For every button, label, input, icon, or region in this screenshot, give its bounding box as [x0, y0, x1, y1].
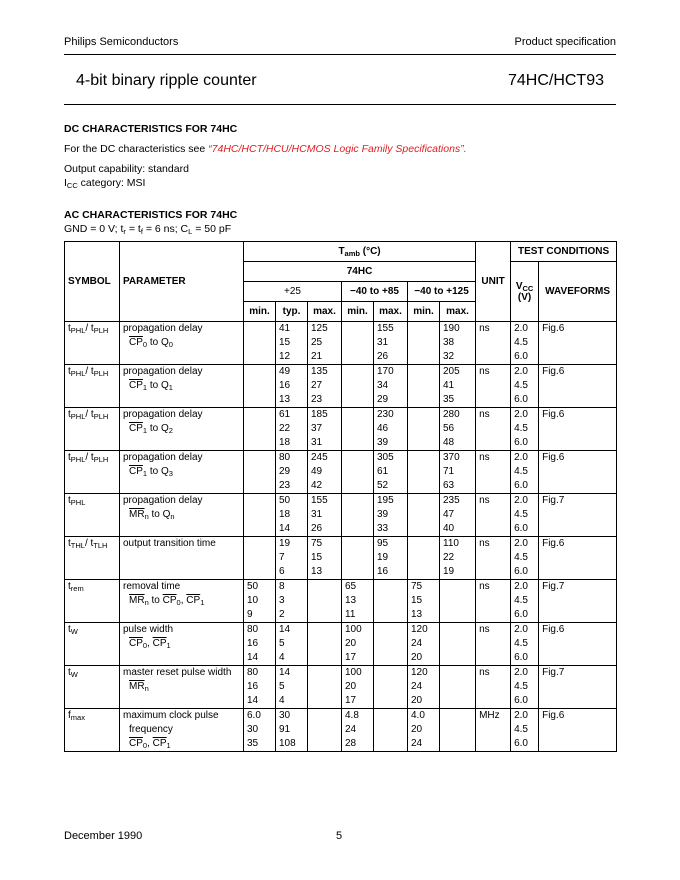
parameter-cell: master reset pulse width $\overline{MR}_n$ — [120, 666, 244, 709]
icc-sub: CC — [66, 181, 78, 190]
ac-characteristics-table — [64, 241, 617, 752]
vcc-cell: 2.0 4.5 6.0 — [511, 322, 539, 365]
unit-cell: ns — [476, 322, 511, 365]
value-cell-max25: 245 49 42 — [308, 451, 342, 494]
icc-category — [64, 177, 145, 189]
waveform-cell: Fig.6 — [539, 322, 617, 365]
min-header: min. — [408, 302, 440, 322]
vcc-sub: CC — [522, 283, 534, 293]
value-cell-min85 — [342, 365, 374, 408]
value-cell-max125 — [440, 709, 476, 752]
waveform-cell: Fig.7 — [539, 494, 617, 537]
value-cell-min85 — [342, 537, 374, 580]
page-number: 5 — [336, 830, 343, 842]
value-cell-max125 — [440, 666, 476, 709]
value-cell-min85 — [342, 322, 374, 365]
icc-suffix: category: MSI — [77, 177, 146, 189]
value-cell-min125 — [408, 494, 440, 537]
value-cell-min85: 4.8 24 28 — [342, 709, 374, 752]
value-cell-max25: 125 25 21 — [308, 322, 342, 365]
value-cell-typ25: 61 22 18 — [276, 408, 308, 451]
waveform-cell: Fig.7 — [539, 580, 617, 623]
value-cell-min85 — [342, 494, 374, 537]
unit-cell: ns — [476, 623, 511, 666]
symbol-cell: $f_{max}$ — [65, 709, 120, 752]
cond-part: = 50 pF — [192, 223, 232, 235]
symbol-cell: $t_W$ — [65, 666, 120, 709]
waveform-cell: Fig.6 — [539, 408, 617, 451]
value-cell-max25 — [308, 666, 342, 709]
max-header: max. — [308, 302, 342, 322]
title-rule — [64, 104, 616, 105]
parameter-cell: propagation delay $\overline{CP}_1$ to $Q_2$ — [120, 408, 244, 451]
value-cell-min85: 100 20 17 — [342, 666, 374, 709]
vcc-unit: (V) — [517, 291, 532, 303]
value-cell-typ25: 80 29 23 — [276, 451, 308, 494]
max-header: max. — [374, 302, 408, 322]
vcc-cell: 2.0 4.5 6.0 — [511, 365, 539, 408]
symbol-cell: $t_{PHL}$ — [65, 494, 120, 537]
value-cell-typ25: 8 3 2 — [276, 580, 308, 623]
value-cell-min25 — [244, 537, 276, 580]
vcc-cell: 2.0 4.5 6.0 — [511, 451, 539, 494]
value-cell-max85 — [374, 709, 408, 752]
value-cell-min85 — [342, 408, 374, 451]
symbol-cell: $t_{PHL}/$ $t_{PLH}$ — [65, 408, 120, 451]
value-cell-min85 — [342, 451, 374, 494]
vcc-cell: 2.0 4.5 6.0 — [511, 408, 539, 451]
value-cell-min25: 80 16 14 — [244, 623, 276, 666]
value-cell-max85 — [374, 580, 408, 623]
unit-header: UNIT — [476, 242, 511, 322]
value-cell-min25 — [244, 408, 276, 451]
temp-25-header: +25 — [244, 282, 342, 302]
unit-cell: ns — [476, 580, 511, 623]
value-cell-max25: 155 31 26 — [308, 494, 342, 537]
header-rule — [64, 54, 616, 55]
value-cell-min25: 50 10 9 — [244, 580, 276, 623]
document-type: Product specification — [514, 36, 616, 48]
tamb-sub: amb — [344, 249, 360, 258]
value-cell-max125: 280 56 48 — [440, 408, 476, 451]
vcc-cell: 2.0 4.5 6.0 — [511, 494, 539, 537]
table-row — [65, 365, 617, 408]
ac-heading: AC CHARACTERISTICS FOR 74HC — [64, 209, 238, 221]
value-cell-max125 — [440, 623, 476, 666]
waveform-cell: Fig.6 — [539, 537, 617, 580]
waveform-cell: Fig.6 — [539, 709, 617, 752]
value-cell-min125: 4.0 20 24 — [408, 709, 440, 752]
value-cell-max125: 235 47 40 — [440, 494, 476, 537]
waveform-cell: Fig.6 — [539, 365, 617, 408]
symbol-cell: $t_{PHL}/$ $t_{PLH}$ — [65, 322, 120, 365]
unit-cell: ns — [476, 365, 511, 408]
unit-cell: ns — [476, 451, 511, 494]
vcc-cell: 2.0 4.5 6.0 — [511, 666, 539, 709]
icc-i: I — [64, 177, 67, 189]
value-cell-min25 — [244, 322, 276, 365]
temp-125-header: −40 to +125 — [408, 282, 476, 302]
family-spec-link[interactable]: “74HC/HCT/HCU/HCMOS Logic Family Specifications”. — [208, 143, 467, 155]
value-cell-typ25: 14 5 4 — [276, 666, 308, 709]
tamb-t: T — [338, 246, 345, 257]
table-row — [65, 408, 617, 451]
waveform-cell: Fig.7 — [539, 666, 617, 709]
parameter-cell: maximum clock pulse frequency $\overline{CP}_0$, $\overline{CP}_1$ — [120, 709, 244, 752]
page-title: 4-bit binary ripple counter — [76, 72, 257, 89]
value-cell-min125 — [408, 322, 440, 365]
value-cell-min25 — [244, 494, 276, 537]
value-cell-min85: 65 13 11 — [342, 580, 374, 623]
value-cell-max85: 155 31 26 — [374, 322, 408, 365]
value-cell-max85: 230 46 39 — [374, 408, 408, 451]
symbol-cell: $t_{PHL}/$ $t_{PLH}$ — [65, 365, 120, 408]
vcc-cell: 2.0 4.5 6.0 — [511, 537, 539, 580]
waveform-cell: Fig.6 — [539, 623, 617, 666]
table-row — [65, 494, 617, 537]
test-conditions-header: TEST CONDITIONS — [511, 242, 617, 262]
vcc-v: V — [515, 280, 523, 292]
table-row — [65, 322, 617, 365]
parameter-cell: propagation delay $\overline{MR}_n$ to $Q_n$ — [120, 494, 244, 537]
unit-cell: ns — [476, 537, 511, 580]
table-row — [65, 580, 617, 623]
value-cell-typ25: 14 5 4 — [276, 623, 308, 666]
footer-date: December 1990 — [64, 830, 143, 842]
min-header: min. — [244, 302, 276, 322]
unit-cell: ns — [476, 494, 511, 537]
typ-header: typ. — [276, 302, 308, 322]
family-header: 74HC — [244, 262, 476, 282]
waveforms-header: WAVEFORMS — [539, 262, 617, 322]
symbol-cell: $t_{PHL}/$ $t_{PLH}$ — [65, 451, 120, 494]
value-cell-max25 — [308, 623, 342, 666]
symbol-cell: $t_{THL}/$ $t_{TLH}$ — [65, 537, 120, 580]
part-number: 74HC/HCT93 — [507, 72, 604, 89]
vcc-cell: 2.0 4.5 6.0 — [511, 623, 539, 666]
table-row — [65, 451, 617, 494]
value-cell-max25 — [308, 580, 342, 623]
parameter-cell: pulse width $\overline{CP}_0$, $\overline{CP}_1$ — [120, 623, 244, 666]
cond-part: = 6 ns; C — [142, 223, 189, 235]
dc-intro — [64, 143, 467, 155]
value-cell-max125: 190 38 32 — [440, 322, 476, 365]
waveform-cell: Fig.6 — [539, 451, 617, 494]
symbol-header: SYMBOL — [65, 242, 120, 322]
cond-part: = t — [125, 223, 141, 235]
parameter-cell: propagation delay $\overline{CP}_1$ to $Q_3$ — [120, 451, 244, 494]
value-cell-min125 — [408, 451, 440, 494]
value-cell-max25: 75 15 13 — [308, 537, 342, 580]
value-cell-max85: 95 19 16 — [374, 537, 408, 580]
cond-sub: L — [188, 227, 193, 236]
unit-cell: MHz — [476, 709, 511, 752]
parameter-cell: output transition time — [120, 537, 244, 580]
value-cell-min125: 75 15 13 — [408, 580, 440, 623]
value-cell-min25 — [244, 451, 276, 494]
value-cell-max25 — [308, 709, 342, 752]
value-cell-min125: 120 24 20 — [408, 623, 440, 666]
vcc-cell: 2.0 4.5 6.0 — [511, 580, 539, 623]
max-header: max. — [440, 302, 476, 322]
value-cell-max85: 305 61 52 — [374, 451, 408, 494]
value-cell-max85: 170 34 29 — [374, 365, 408, 408]
value-cell-typ25: 49 16 13 — [276, 365, 308, 408]
output-capability: Output capability: standard — [64, 163, 189, 175]
table-row — [65, 709, 617, 752]
value-cell-min85: 100 20 17 — [342, 623, 374, 666]
tamb-unit: (°C) — [359, 246, 381, 257]
value-cell-typ25: 41 15 12 — [276, 322, 308, 365]
dc-intro-text: For the DC characteristics see — [64, 143, 209, 155]
value-cell-max25: 185 37 31 — [308, 408, 342, 451]
table-row — [65, 537, 617, 580]
cond-sub: r — [123, 227, 126, 236]
parameter-header: PARAMETER — [120, 242, 244, 322]
parameter-cell: propagation delay $\overline{CP}_1$ to $Q_1$ — [120, 365, 244, 408]
value-cell-max125: 205 41 35 — [440, 365, 476, 408]
cond-part: GND = 0 V; t — [64, 223, 124, 235]
company-name: Philips Semiconductors — [64, 36, 179, 48]
table-row — [65, 623, 617, 666]
vcc-cell: 2.0 4.5 6.0 — [511, 709, 539, 752]
value-cell-typ25: 30 91 108 — [276, 709, 308, 752]
value-cell-max85 — [374, 623, 408, 666]
vcc-header — [511, 262, 539, 322]
min-header: min. — [342, 302, 374, 322]
value-cell-max85 — [374, 666, 408, 709]
tamb-header — [244, 242, 476, 262]
value-cell-min125 — [408, 408, 440, 451]
parameter-cell: propagation delay $\overline{CP}_0$ to $Q_0$ — [120, 322, 244, 365]
value-cell-min25 — [244, 365, 276, 408]
value-cell-min25: 6.0 30 35 — [244, 709, 276, 752]
unit-cell: ns — [476, 666, 511, 709]
temp-85-header: −40 to +85 — [342, 282, 408, 302]
cond-sub: f — [140, 227, 143, 236]
value-cell-typ25: 50 18 14 — [276, 494, 308, 537]
value-cell-max25: 135 27 23 — [308, 365, 342, 408]
table-row — [65, 666, 617, 709]
symbol-cell: $t_{rem}$ — [65, 580, 120, 623]
dc-heading: DC CHARACTERISTICS FOR 74HC — [64, 123, 238, 135]
value-cell-max85: 195 39 33 — [374, 494, 408, 537]
value-cell-min125: 120 24 20 — [408, 666, 440, 709]
value-cell-min25: 80 16 14 — [244, 666, 276, 709]
value-cell-min125 — [408, 365, 440, 408]
value-cell-max125 — [440, 580, 476, 623]
value-cell-max125: 110 22 19 — [440, 537, 476, 580]
value-cell-min125 — [408, 537, 440, 580]
value-cell-max125: 370 71 63 — [440, 451, 476, 494]
ac-conditions — [64, 223, 231, 235]
parameter-cell: removal time $\overline{MR}_n$ to $\overline{CP}_0$, $\overline{CP}_1$ — [120, 580, 244, 623]
unit-cell: ns — [476, 408, 511, 451]
value-cell-typ25: 19 7 6 — [276, 537, 308, 580]
symbol-cell: $t_W$ — [65, 623, 120, 666]
